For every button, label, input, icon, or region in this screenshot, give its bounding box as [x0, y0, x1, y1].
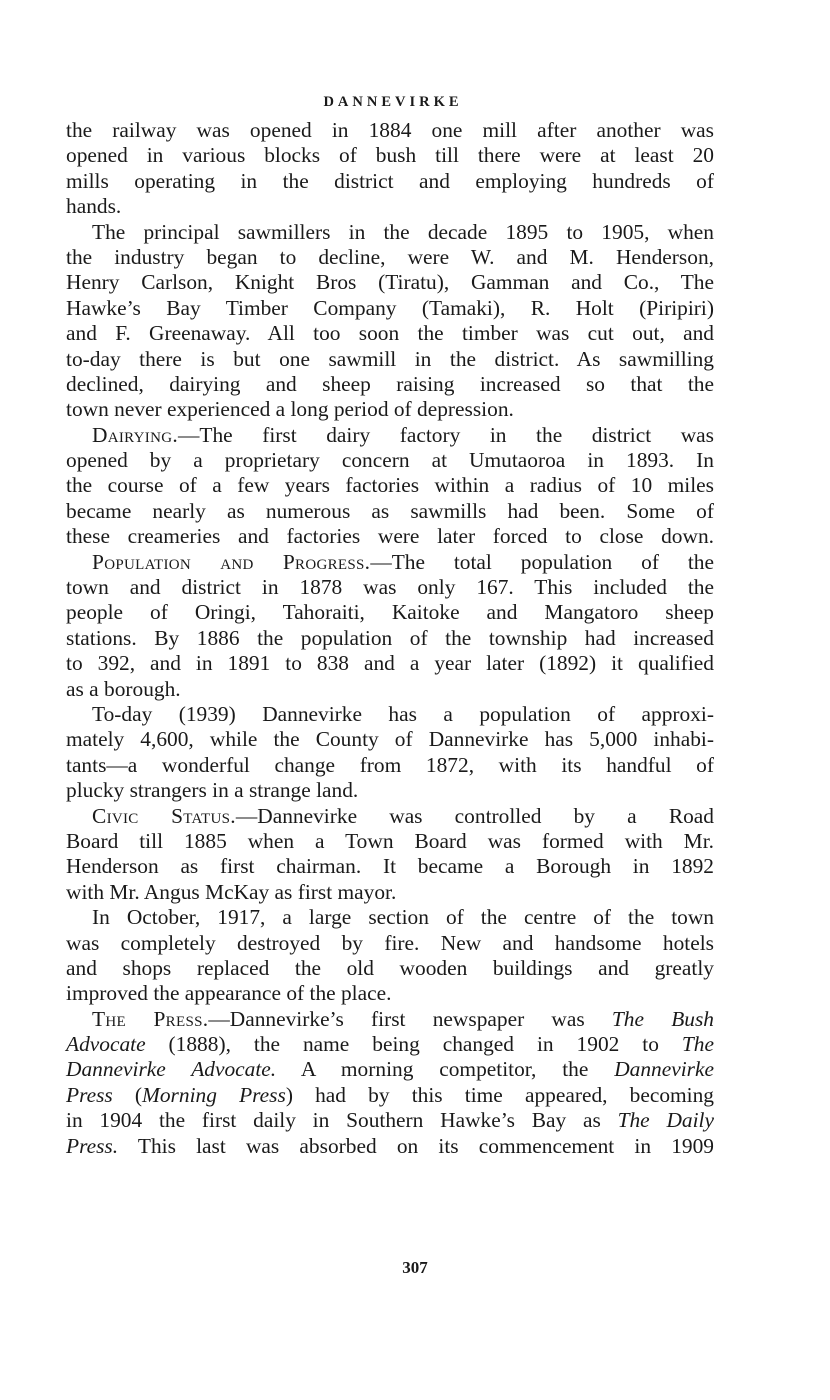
text-line: [66, 1083, 714, 1108]
newspaper-title: Morning Press: [142, 1082, 286, 1107]
text-line: hands.: [66, 194, 122, 219]
text-run: ) had by this time appeared, becoming: [285, 1082, 714, 1107]
text-line: To-day (1939) Dannevirke has a population of approxi-: [92, 701, 714, 726]
text-line: these creameries and factories were later forced to close down.: [66, 524, 714, 549]
text-line: to-day there is but one sawmill in the district. As sawmilling: [66, 346, 714, 371]
text-line: Board till 1885 when a Town Board was formed with Mr.: [66, 828, 714, 853]
section-heading-civic-status: Civic Status.: [92, 803, 236, 828]
text-line: was completely destroyed by fire. New and handsome hotels: [66, 930, 714, 955]
newspaper-title: Dannevirke Advocate.: [66, 1057, 277, 1082]
text-run: This last was absorbed on its commencement in 1909: [118, 1133, 714, 1158]
text-line: [66, 1057, 714, 1082]
text-line: and F. Greenaway. All too soon the timber was cut out, and: [66, 321, 714, 346]
text-line: Henry Carlson, Knight Bros (Tiratu), Gamman and Co., The: [66, 270, 714, 295]
text-line: [66, 804, 714, 829]
text-run: —The total population of the: [370, 549, 714, 574]
text-line: [66, 1032, 714, 1057]
paragraph-press: [66, 1007, 714, 1159]
text-run: (1888), the name being changed in 1902 to: [145, 1032, 682, 1057]
text-line: the railway was opened in 1884 one mill after another was: [66, 118, 714, 142]
text-line: with Mr. Angus McKay as first mayor.: [66, 879, 397, 904]
text-line: In October, 1917, a large section of the centre of the town: [92, 905, 714, 930]
paragraph-railway: [66, 118, 714, 220]
newspaper-title: The Daily: [617, 1108, 714, 1133]
text-run: —Dannevirke’s first newspaper was: [208, 1006, 612, 1031]
text-line: stations. By 1886 the population of the township had increased: [66, 625, 714, 650]
text-run: —The first dairy factory in the district was: [178, 422, 714, 447]
paragraph-civic-status: [66, 804, 714, 906]
page-number: 307: [402, 1258, 428, 1277]
text-line: people of Oringi, Tahoraiti, Kaitoke and Mangatoro sheep: [66, 600, 714, 625]
text-line: opened by a proprietary concern at Umutaoroa in 1893. In: [66, 448, 714, 473]
text-run: (: [112, 1082, 143, 1107]
paragraph-sawmillers: [66, 220, 714, 423]
newspaper-title: The: [681, 1032, 714, 1057]
text-line: mately 4,600, while the County of Dannevirke has 5,000 inhabi-: [66, 727, 714, 752]
newspaper-title: Dannevirke: [614, 1057, 714, 1082]
running-head: DANNEVIRKE: [323, 94, 463, 110]
text-line: [66, 1134, 714, 1159]
text-line: town and district in 1878 was only 167. This included the: [66, 575, 714, 600]
text-line: the course of a few years factories within a radius of 10 miles: [66, 473, 714, 498]
text-line: declined, dairying and sheep raising increased so that the: [66, 371, 714, 396]
paragraph-today: [66, 702, 714, 804]
text-line: and shops replaced the old wooden buildings and greatly: [66, 955, 714, 980]
text-line: to 392, and in 1891 to 838 and a year later (1892) it qualified: [66, 651, 714, 676]
text-line: improved the appearance of the place.: [66, 981, 392, 1006]
text-run: in 1904 the first daily in Southern Hawke’s Bay as: [66, 1108, 618, 1133]
text-line: The principal sawmillers in the decade 1895 to 1905, when: [92, 219, 714, 244]
text-line: [66, 423, 714, 448]
paragraph-population: [66, 550, 714, 702]
text-run: A morning competitor, the: [276, 1057, 615, 1082]
paragraph-dairying: [66, 423, 714, 550]
newspaper-title: Press: [66, 1082, 113, 1107]
page-body: [66, 92, 714, 1159]
text-run: —Dannevirke was controlled by a Road: [235, 803, 714, 828]
text-line: town never experienced a long period of depression.: [66, 397, 514, 422]
text-line: tants—a wonderful change from 1872, with its handful of: [66, 752, 714, 777]
section-heading-population: Population and Progress.: [92, 549, 371, 574]
text-line: [66, 1108, 714, 1133]
text-line: Hawke’s Bay Timber Company (Tamaki), R. Holt (Piripiri): [66, 295, 714, 320]
text-line: became nearly as numerous as sawmills had been. Some of: [66, 498, 714, 523]
paragraph-fire: [66, 905, 714, 1007]
newspaper-title: The Bush: [611, 1006, 714, 1031]
text-line: [66, 550, 714, 575]
text-line: opened in various blocks of bush till there were at least 20: [66, 143, 714, 168]
text-line: the industry began to decline, were W. and M. Henderson,: [66, 244, 714, 269]
text-line: [66, 1007, 714, 1032]
text-line: plucky strangers in a strange land.: [66, 778, 359, 803]
text-line: Henderson as first chairman. It became a Borough in 1892: [66, 854, 714, 879]
text-line: as a borough.: [66, 676, 181, 701]
newspaper-title: Press.: [66, 1133, 119, 1158]
newspaper-title: Advocate: [66, 1032, 146, 1057]
section-heading-press: The Press.: [92, 1006, 209, 1031]
section-heading-dairying: Dairying.: [92, 422, 178, 447]
text-line: mills operating in the district and employing hundreds of: [66, 168, 714, 193]
